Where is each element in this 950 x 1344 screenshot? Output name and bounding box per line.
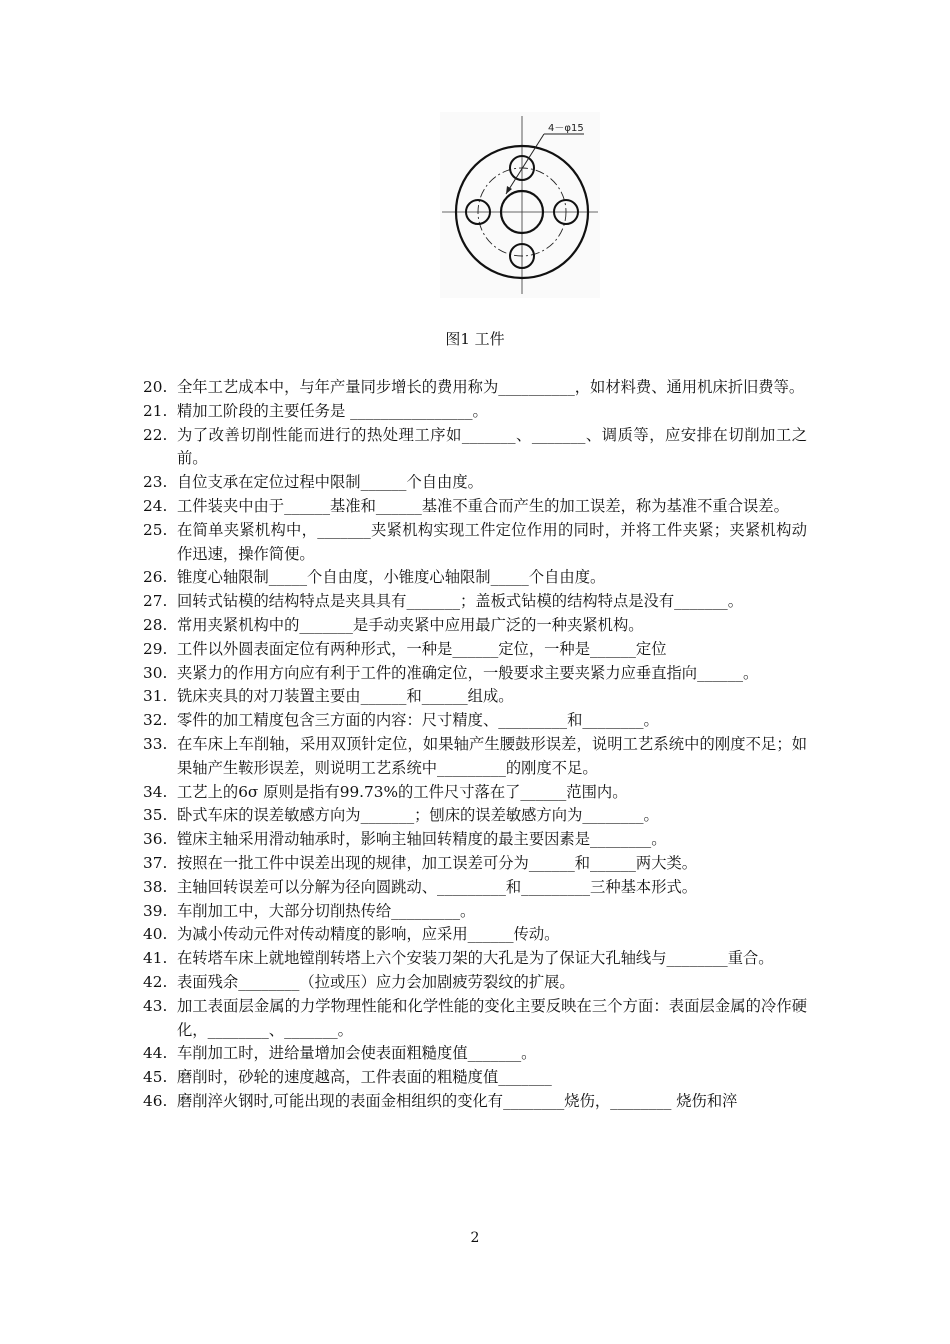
question-text: 磨削淬火钢时,可能出现的表面金相组织的变化有________烧伤，________ 烧伤和淬 <box>177 1091 738 1110</box>
question-text: 回转式钻模的结构特点是夹具具有_______；盖板式钻模的结构特点是没有_______。 <box>177 592 743 611</box>
question-text: 加工表面层金属的力学物理性能和化学性能的变化主要反映在三个方面：表面层金属的冷作硬化，________、_______。 <box>177 996 807 1039</box>
question-text: 自位支承在定位过程中限制______个自由度。 <box>177 473 483 492</box>
question-text: 在简单夹紧机构中，_______夹紧机构实现工件定位作用的同时，并将工件夹紧；夹紧机构动作迅速，操作简便。 <box>177 520 807 563</box>
question-item <box>143 709 807 733</box>
question-item <box>143 519 807 567</box>
question-text: 精加工阶段的主要任务是 ________________。 <box>177 401 488 420</box>
question-number: 34. <box>143 782 168 801</box>
question-number: 35. <box>143 806 168 825</box>
question-text: 车削加工时，进给量增加会使表面粗糙度值_______。 <box>177 1044 537 1063</box>
question-text: 按照在一批工件中误差出现的规律，加工误差可分为______和______两大类。 <box>177 853 698 872</box>
question-text: 零件的加工精度包含三方面的内容：尺寸精度、_________和________。 <box>177 711 659 730</box>
question-text: 车削加工中，大部分切削热传给_________。 <box>177 901 476 920</box>
question-item <box>143 1090 807 1114</box>
question-number: 38. <box>143 877 168 896</box>
question-item <box>143 995 807 1043</box>
workpiece-drawing <box>440 112 600 298</box>
question-text: 在车床上车削轴，采用双顶针定位，如果轴产生腰鼓形误差，说明工艺系统中的刚度不足；如果轴产生鞍形误差，则说明工艺系统中_________的刚度不足。 <box>177 734 807 777</box>
question-text: 夹紧力的作用方向应有利于工件的准确定位，一般要求主要夹紧力应垂直指向______。 <box>177 663 759 682</box>
question-item <box>143 424 807 472</box>
question-item <box>143 662 807 686</box>
question-item <box>143 1066 807 1090</box>
question-number: 32. <box>143 711 168 730</box>
page-number: 2 <box>470 1230 480 1246</box>
question-text: 锥度心轴限制_____个自由度，小锥度心轴限制_____个自由度。 <box>177 568 606 587</box>
question-item <box>143 900 807 924</box>
question-number: 29. <box>143 639 168 658</box>
figure-caption: 图1 工件 <box>445 330 505 348</box>
question-text: 工件装夹中由于______基准和______基准不重合而产生的加工误差，称为基准不重合误差。 <box>177 496 789 515</box>
question-text: 全年工艺成本中，与年产量同步增长的费用称为__________，如材料费、通用机床折旧费等。 <box>177 378 805 396</box>
question-text: 镗床主轴采用滑动轴承时，影响主轴回转精度的最主要因素是________。 <box>177 830 667 849</box>
question-number: 27. <box>143 592 168 611</box>
question-number: 45. <box>143 1068 168 1087</box>
question-number: 42. <box>143 972 168 991</box>
question-number: 46. <box>143 1091 168 1110</box>
question-number: 20. <box>143 378 168 396</box>
question-item <box>143 947 807 971</box>
question-number: 26. <box>143 568 168 587</box>
question-item <box>143 590 807 614</box>
question-number: 28. <box>143 615 168 634</box>
question-number: 24. <box>143 496 168 515</box>
question-number: 22. <box>143 425 168 444</box>
question-item <box>143 685 807 709</box>
question-text: 在转塔车床上就地镗削转塔上六个安装刀架的大孔是为了保证大孔轴线与________重合。 <box>177 949 774 968</box>
question-item <box>143 566 807 590</box>
question-item <box>143 971 807 995</box>
question-text: 磨削时，砂轮的速度越高，工件表面的粗糙度值_______ <box>177 1068 552 1087</box>
question-number: 43. <box>143 996 168 1015</box>
question-text: 工件以外圆表面定位有两种形式，一种是______定位，一种是______定位 <box>177 639 667 658</box>
question-number: 39. <box>143 901 168 920</box>
question-number: 25. <box>143 520 168 539</box>
question-item <box>143 876 807 900</box>
question-number: 44. <box>143 1044 168 1063</box>
question-item <box>143 733 807 781</box>
question-item <box>143 923 807 947</box>
workpiece-figure <box>440 112 600 298</box>
question-text: 卧式车床的误差敏感方向为_______；刨床的误差敏感方向为________。 <box>177 806 659 825</box>
dimension-label: 4－φ15 <box>548 123 584 134</box>
question-item <box>143 376 807 400</box>
question-item <box>143 804 807 828</box>
question-text: 主轴回转误差可以分解为径向圆跳动、_________和_________三种基本形式。 <box>177 877 698 896</box>
question-number: 30. <box>143 663 168 682</box>
question-item <box>143 471 807 495</box>
question-item <box>143 828 807 852</box>
question-text: 为减小传动元件对传动精度的影响，应采用______传动。 <box>177 925 560 944</box>
question-number: 31. <box>143 687 168 706</box>
question-number: 21. <box>143 401 168 420</box>
question-number: 37. <box>143 853 168 872</box>
question-item <box>143 1042 807 1066</box>
question-number: 41. <box>143 949 168 968</box>
question-number: 33. <box>143 734 168 753</box>
question-item <box>143 495 807 519</box>
question-number: 23. <box>143 473 168 492</box>
question-text: 常用夹紧机构中的_______是手动夹紧中应用最广泛的一种夹紧机构。 <box>177 615 644 634</box>
question-text: 表面残余________（拉或压）应力会加剧疲劳裂纹的扩展。 <box>177 972 575 991</box>
question-number: 40. <box>143 925 168 944</box>
question-text: 工艺上的6σ 原则是指有99.73%的工件尺寸落在了______范围内。 <box>177 782 628 801</box>
question-number: 36. <box>143 830 168 849</box>
question-text: 为了改善切削性能而进行的热处理工序如_______、_______、调质等，应安排在切削加工之前。 <box>177 425 807 468</box>
question-item <box>143 638 807 662</box>
question-text: 铣床夹具的对刀装置主要由______和______组成。 <box>177 687 514 706</box>
question-list <box>143 376 807 1114</box>
question-item <box>143 781 807 805</box>
question-item <box>143 852 807 876</box>
question-item <box>143 614 807 638</box>
question-item <box>143 400 807 424</box>
